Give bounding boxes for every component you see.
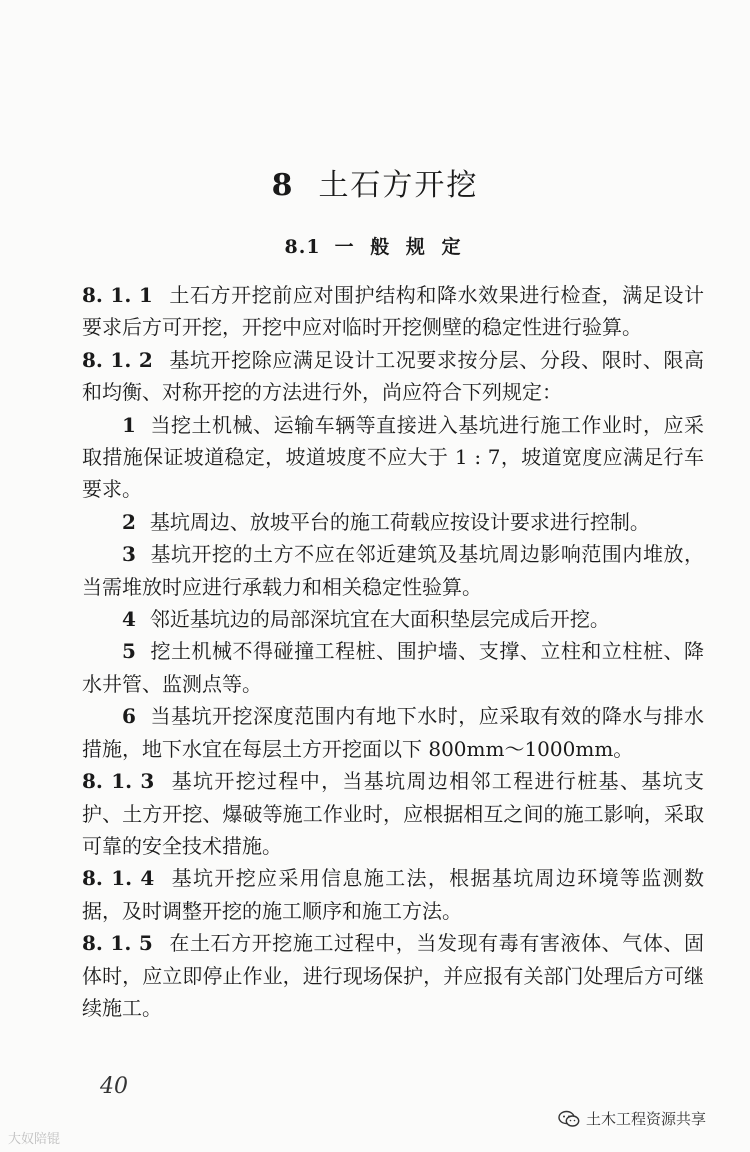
clause-number: 8. 1. 1	[82, 283, 153, 307]
item-number: 4	[122, 607, 136, 632]
watermark-right	[558, 1108, 706, 1129]
clause-8-1-3	[82, 765, 704, 862]
clause-number: 8. 1. 3	[82, 769, 155, 794]
section-number: 8.1	[284, 236, 321, 258]
clause-8-1-4	[82, 862, 704, 927]
item-number: 3	[122, 542, 136, 567]
body-text	[82, 279, 704, 1024]
list-item	[82, 603, 704, 635]
clause-8-1-2	[82, 344, 704, 409]
item-text: 当基坑开挖深度范围内有地下水时，应采取有效的降水与排水措施，地下水宜在每层土方开挖面以下 800mm～1000mm。	[82, 704, 704, 761]
clause-number: 8. 1. 2	[82, 347, 153, 372]
item-text: 邻近基坑边的局部深坑宜在大面积垫层完成后开挖。	[149, 607, 610, 632]
clause-8-1-5	[82, 927, 704, 1024]
section-title-text: 一 般 规 定	[334, 236, 466, 258]
item-text: 挖土机械不得碰撞工程桩、围护墙、支撑、立柱和立柱桩、降水井管、监测点等。	[82, 639, 704, 696]
item-number: 1	[122, 412, 136, 437]
wechat-icon	[558, 1110, 580, 1128]
clause-text: 在土石方开挖施工过程中，当发现有毒有害液体、气体、固体时，应立即停止作业，进行现场保护，并应报有关部门处理后方可继续施工。	[82, 931, 705, 1020]
list-item	[82, 700, 704, 765]
clause-number: 8. 1. 4	[82, 866, 155, 891]
clause-text: 基坑开挖过程中，当基坑周边相邻工程进行桩基、基坑支护、土方开挖、爆破等施工作业时，应根据相互之间的施工影响，采取可靠的安全技术措施。	[82, 769, 704, 858]
clause-8-1-1	[82, 279, 704, 344]
clause-number: 8. 1. 5	[82, 931, 153, 956]
item-text: 基坑周边、放坡平台的施工荷载应按设计要求进行控制。	[149, 509, 650, 534]
clause-text: 基坑开挖应采用信息施工法，根据基坑周边环境等监测数据，及时调整开挖的施工顺序和施工方法。	[82, 866, 704, 923]
chapter-title	[0, 160, 750, 204]
item-text: 基坑开挖的土方不应在邻近建筑及基坑周边影响范围内堆放，当需堆放时应进行承载力和相关稳定性验算。	[82, 542, 704, 599]
list-item	[82, 506, 704, 538]
page-number: 40	[100, 1074, 128, 1099]
chapter-number: 8	[271, 168, 295, 203]
list-item	[82, 538, 704, 603]
watermark-left: 大奴陪锟	[8, 1132, 61, 1147]
list-item	[82, 409, 704, 506]
clause-text: 基坑开挖除应满足设计工况要求按分层、分段、限时、限高和均衡、对称开挖的方法进行外，尚应符合下列规定：	[82, 347, 705, 405]
list-item	[82, 635, 704, 700]
item-text: 当挖土机械、运输车辆等直接进入基坑进行施工作业时，应采取措施保证坡道稳定，坡道坡度不应大于 1 : 7，坡道宽度应满足行车要求。	[82, 412, 704, 502]
clause-text: 土石方开挖前应对围护结构和降水效果进行检查，满足设计要求后方可开挖，开挖中应对临时开挖侧壁的稳定性进行验算。	[82, 283, 705, 340]
item-number: 5	[122, 639, 136, 664]
section-title	[0, 232, 750, 259]
item-number: 6	[122, 704, 136, 729]
item-number: 2	[122, 509, 136, 534]
watermark-right-text: 土木工程资源共享	[586, 1110, 707, 1128]
chapter-title-text: 土石方开挖	[318, 168, 479, 203]
